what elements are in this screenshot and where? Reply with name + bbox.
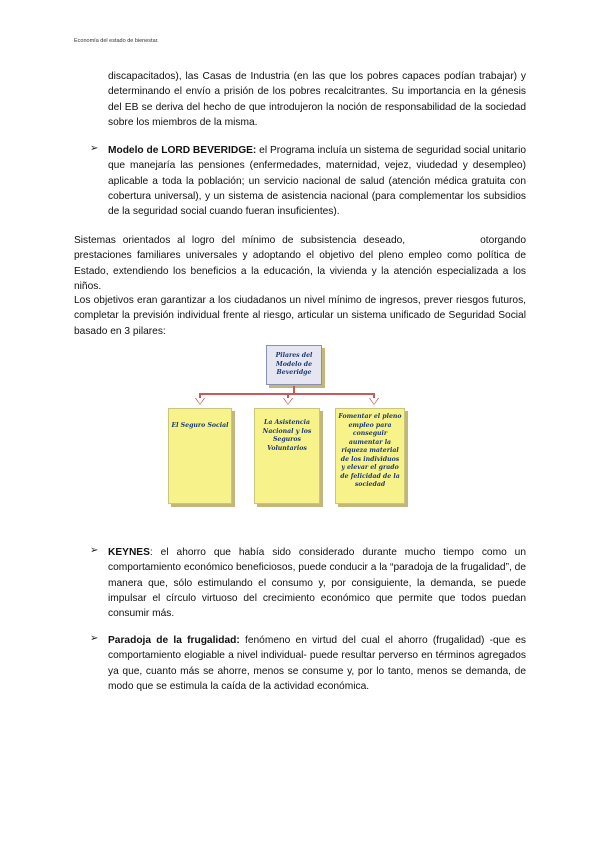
frugality-heading: Paradoja de la frugalidad: (108, 635, 240, 646)
paragraph-objectives: Los objetivos eran garantizar a los ciudadanos un nivel mínimo de ingresos, prever riesgos futuros, completar la previsión individual frente al riesgo, articular un sistema unificado de Seguridad Social basado en 3 pilares: (74, 295, 526, 337)
pillar-seguro-social: El Seguro Social (168, 408, 232, 504)
paragraph-poor-laws: discapacitados), las Casas de Industria (en las que los pobres capaces podían trabajar) y determinando el envío a prisión de los pobres recalcitrantes. Su importancia en la génesis del EB se deriva del hecho de que introdujeron la noción de responsabilidad de la sociedad sobre los miembros de la misma. (108, 71, 526, 128)
systems-text-2: otorgando prestaciones familiares universales y adoptando el objetivo del pleno empleo como política de Estado, extendiendo los beneficios a la educación, la vivienda y la atención especializada a los niños. (74, 235, 526, 292)
diagram-top-box: Pilares del Modelo de Beveridge (266, 345, 322, 385)
pillar-pleno-empleo: Fomentar el pleno empleo para conseguir aumentar la riqueza material de los individuos y elevar el grado de felicidad de la sociedad (335, 408, 405, 504)
paragraph-systems (74, 233, 526, 294)
bullet-arrow-icon: ➢ (90, 545, 99, 556)
beveridge-heading: Modelo de LORD BEVERIDGE: (108, 145, 257, 156)
bullet-arrow-icon: ➢ (90, 143, 99, 154)
arrow-fill (370, 398, 378, 404)
keynes-heading: KEYNES (108, 547, 150, 558)
beveridge-text: el Programa incluía un sistema de seguridad social unitario que manejaría las pensiones (enfermedades, maternidad, vejez, viudedad y desempleo) aplicable a toda la población; un servicio nacional de salud (atención médica gratuita con cobertura universal), y un sistema de asistencia nacional (para complementar los subsidios de la seguridad social cuando fueran insuficientes). (108, 145, 527, 218)
keynes-text: : el ahorro que había sido considerado durante mucho tiempo como un comportamiento económico beneficiosos, puede conducir a la “paradoja de la frugalidad”, de manera que, sólo estimulando el consumo y, por consiguiente, la demanda, se puede impulsar el círculo virtuoso del crecimiento económico que permite que todos puedan consumir más. (108, 547, 526, 620)
bullet-arrow-icon: ➢ (90, 633, 99, 644)
arrow-fill (284, 398, 292, 404)
frugality-text: fenómeno en virtud del cual el ahorro (frugalidad) -que es comportamiento elogiable a nivel individual- puede resultar perverso en términos agregados ya que, cuanto más se ahorre, menos se consume y, por lo tanto, menos se demanda, de modo que se estimula la caída de la actividad económica. (108, 635, 527, 692)
paragraph-frugality (108, 633, 526, 694)
pillar-asistencia-nacional: La Asistencia Nacional y los Seguros Voluntarios (254, 408, 320, 504)
systems-text-1: Sistemas orientados al logro del mínimo de subsistencia deseado, (74, 235, 406, 246)
paragraph-keynes (108, 545, 526, 621)
paragraph-beveridge (108, 143, 526, 219)
page-header: Economía del estado de bienestar. (74, 38, 159, 44)
beveridge-pillars-diagram (167, 340, 407, 510)
arrow-fill (196, 398, 204, 404)
